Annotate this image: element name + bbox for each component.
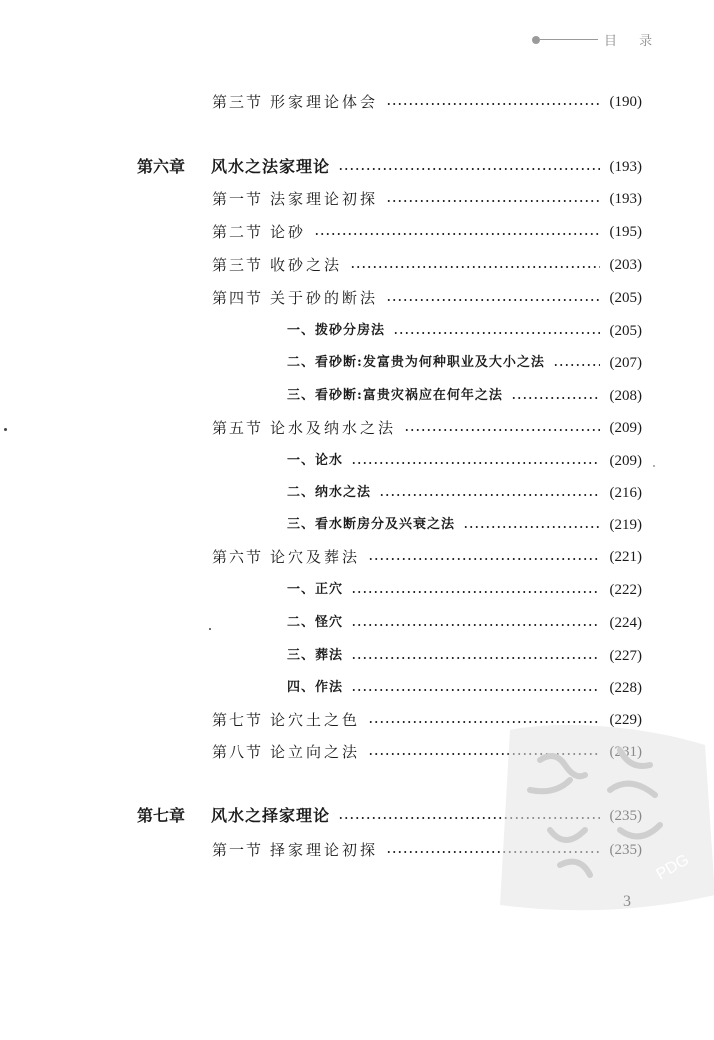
toc-entry-number: 四、 bbox=[287, 680, 316, 695]
toc-entry-title: 纳水之法 bbox=[315, 485, 372, 500]
toc-entry-page: (222) bbox=[609, 582, 642, 598]
toc-entry-number: 一、 bbox=[287, 323, 316, 338]
toc-entry-number: 第五节 bbox=[212, 419, 264, 437]
dot-leader bbox=[314, 233, 599, 235]
dot-leader bbox=[463, 526, 599, 528]
running-header-title: 目 录 bbox=[604, 34, 662, 49]
toc-entry-title: 论水及纳水之法 bbox=[270, 419, 397, 437]
toc-entry-title: 关于砂的断法 bbox=[270, 289, 379, 307]
dot-leader bbox=[386, 299, 599, 301]
dot-leader bbox=[379, 494, 599, 496]
toc-entry-title: 看水断房分及兴衰之法 bbox=[315, 517, 456, 532]
header-rule bbox=[540, 39, 598, 40]
toc-entry-page: (203) bbox=[609, 257, 642, 273]
toc-entry-subsection bbox=[287, 352, 642, 374]
toc-entry-number: 第八节 bbox=[212, 743, 264, 761]
toc-entry-section bbox=[212, 188, 642, 210]
toc-entry-number: 第六章 bbox=[137, 157, 186, 176]
dot-leader bbox=[404, 429, 599, 431]
dot-leader bbox=[393, 332, 599, 334]
toc-entry-title: 风水之择家理论 bbox=[211, 806, 331, 825]
toc-entry-page: (208) bbox=[609, 388, 642, 404]
toc-entry-subsection bbox=[287, 677, 642, 699]
toc-entry-title: 论穴及葬法 bbox=[270, 548, 361, 566]
toc-entry-subsection bbox=[287, 385, 642, 407]
toc-entry-subsection bbox=[287, 645, 642, 667]
toc-entry-title: 拨砂分房法 bbox=[315, 323, 386, 338]
toc-entry-page: (229) bbox=[609, 712, 642, 728]
dot-leader bbox=[338, 168, 599, 170]
dot-leader bbox=[368, 558, 599, 560]
toc-entry-page: (205) bbox=[609, 290, 642, 306]
dot-leader bbox=[351, 462, 599, 464]
toc-entry-title: 收砂之法 bbox=[270, 256, 343, 274]
toc-entry-subsection bbox=[287, 612, 642, 634]
toc-entry-page: (227) bbox=[609, 648, 642, 664]
toc-entry-page: (205) bbox=[609, 323, 642, 339]
toc-entry-title: 法家理论初探 bbox=[270, 190, 379, 208]
scan-speck bbox=[209, 628, 211, 630]
toc-entry-title: 论立向之法 bbox=[270, 743, 361, 761]
toc-entry-subsection bbox=[287, 320, 642, 342]
scan-speck bbox=[653, 465, 655, 467]
toc-entry-title: 怪穴 bbox=[315, 615, 344, 630]
toc-entry-section bbox=[212, 417, 642, 439]
toc-entry-number: 第一节 bbox=[212, 841, 264, 859]
toc-entry-chapter bbox=[137, 156, 642, 178]
toc-entry-page: (207) bbox=[609, 355, 642, 371]
toc-entry-section bbox=[212, 254, 642, 276]
scan-speck bbox=[4, 428, 7, 431]
toc-entry-page: (195) bbox=[609, 224, 642, 240]
toc-entry-page: (216) bbox=[609, 485, 642, 501]
toc-entry-number: 一、 bbox=[287, 453, 316, 468]
toc-entry-page: (190) bbox=[609, 94, 642, 110]
dot-leader bbox=[386, 200, 599, 202]
toc-entry-page: (221) bbox=[609, 549, 642, 565]
toc-entry-section bbox=[212, 91, 642, 113]
toc-entry-title: 论砂 bbox=[270, 223, 307, 241]
toc-entry-number: 第二节 bbox=[212, 223, 264, 241]
toc-entry-title: 论水 bbox=[315, 453, 344, 468]
toc-entry-title: 看砂断:富贵灾祸应在何年之法 bbox=[315, 388, 503, 403]
toc-entry-number: 二、 bbox=[287, 485, 316, 500]
dot-leader bbox=[386, 103, 599, 105]
header-dot-ornament bbox=[532, 36, 540, 44]
toc-entry-title: 风水之法家理论 bbox=[211, 157, 331, 176]
toc-entry-number: 第四节 bbox=[212, 289, 264, 307]
dot-leader bbox=[553, 364, 600, 366]
dot-leader bbox=[511, 397, 600, 399]
toc-entry-page: (209) bbox=[609, 420, 642, 436]
toc-entry-number: 二、 bbox=[287, 355, 316, 370]
toc-entry-number: 第七章 bbox=[137, 806, 186, 825]
toc-entry-title: 形家理论体会 bbox=[270, 93, 379, 111]
toc-entry-page: (228) bbox=[609, 680, 642, 696]
toc-entry-title: 看砂断:发富贵为何种职业及大小之法 bbox=[315, 355, 545, 370]
toc-entry-page: (224) bbox=[609, 615, 642, 631]
toc-entry-title: 择家理论初探 bbox=[270, 841, 379, 859]
toc-entry-number: 三、 bbox=[287, 517, 316, 532]
dot-leader bbox=[351, 624, 599, 626]
seal-background-shape bbox=[500, 725, 714, 910]
toc-entry-subsection bbox=[287, 450, 642, 472]
dot-leader bbox=[351, 657, 599, 659]
toc-entry-number: 第三节 bbox=[212, 93, 264, 111]
toc-entry-number: 二、 bbox=[287, 615, 316, 630]
toc-entry-number: 三、 bbox=[287, 648, 316, 663]
toc-entry-page: (219) bbox=[609, 517, 642, 533]
toc-entry-number: 第三节 bbox=[212, 256, 264, 274]
toc-entry-section bbox=[212, 546, 642, 568]
toc-entry-number: 第七节 bbox=[212, 711, 264, 729]
toc-entry-section bbox=[212, 221, 642, 243]
toc-entry-number: 第一节 bbox=[212, 190, 264, 208]
toc-entry-subsection bbox=[287, 579, 642, 601]
dot-leader bbox=[351, 689, 599, 691]
toc-entry-title: 葬法 bbox=[315, 648, 344, 663]
toc-entry-subsection bbox=[287, 482, 642, 504]
toc-entry-page: (193) bbox=[609, 159, 642, 175]
toc-entry-page: (209) bbox=[609, 453, 642, 469]
library-seal-watermark bbox=[470, 720, 714, 920]
toc-entry-number: 一、 bbox=[287, 582, 316, 597]
toc-entry-section bbox=[212, 287, 642, 309]
running-header bbox=[532, 30, 682, 50]
toc-entry-title: 论穴土之色 bbox=[270, 711, 361, 729]
toc-entry-number: 第六节 bbox=[212, 548, 264, 566]
watermark-pdg-text: PDG bbox=[653, 851, 693, 884]
toc-entry-subsection bbox=[287, 514, 642, 536]
dot-leader bbox=[351, 591, 599, 593]
toc-entry-title: 正穴 bbox=[315, 582, 344, 597]
toc-entry-page: (193) bbox=[609, 191, 642, 207]
toc-entry-title: 作法 bbox=[315, 680, 344, 695]
dot-leader bbox=[350, 266, 599, 268]
toc-entry-number: 三、 bbox=[287, 388, 316, 403]
